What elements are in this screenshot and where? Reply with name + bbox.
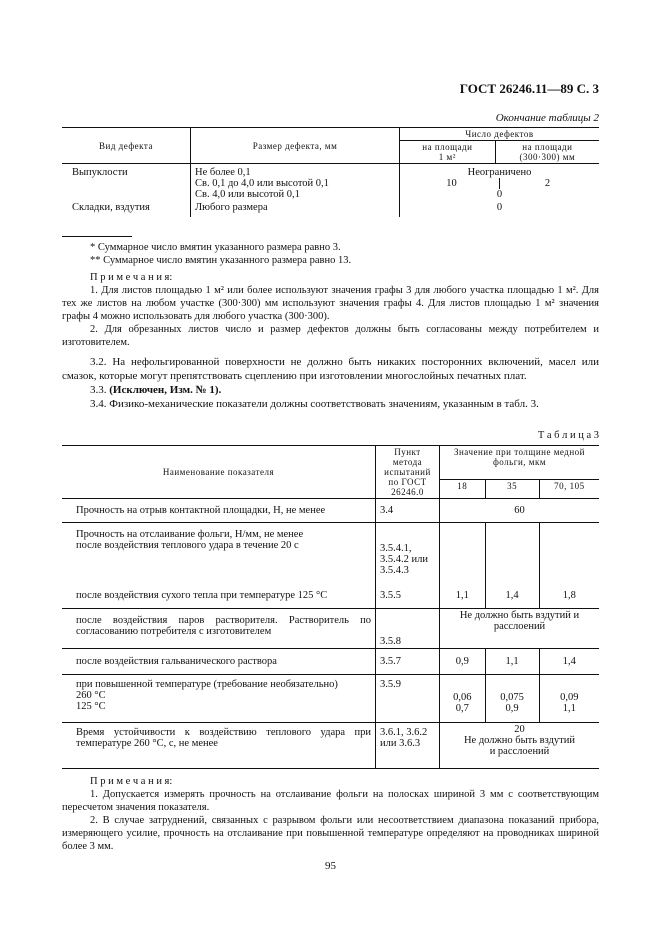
table-row: после воздействия сухого тепла при температуре 125 °С 3.5.5 1,1 1,4 1,8 xyxy=(62,589,599,609)
table-row: Выпуклости Не более 0,1 Св. 0,1 до 4,0 или высотой 0,1 Св. 4,0 или высотой 0,1 Неограничено 10 2 0 xyxy=(62,164,599,202)
notes-section: П р и м е ч а н и я: 1. Допускается измерять прочность на отслаивание фольги на полосках шириной 3 мм с соответствующим пересчетом значения показателя. 2. В случае затруднений, связанных с разрывом фольги или несоответствием диапазона показаний прибора, измеряющего усилие, прочность на отслаивание при повышенной температуре определяют на проводниках шириной более 3 мм. xyxy=(62,776,599,852)
col-area-1m: на площади 1 м² xyxy=(400,141,496,164)
table-row: после воздействия гальванического раствора 3.5.7 0,9 1,1 1,4 xyxy=(62,649,599,675)
page-header: ГОСТ 26246.11—89 С. 3 xyxy=(459,81,599,96)
page-number: 95 xyxy=(325,860,336,872)
table-row: Прочность на отрыв контактной площадки, Н, не менее 3.4 60 xyxy=(62,499,599,523)
table-row: после воздействия паров растворителя. Растворитель по согласованию потребителя с изготовителем 3.5.8 Не должно быть вздутий и расслоений xyxy=(62,609,599,649)
col-defect-count: Число дефектов xyxy=(400,128,600,141)
table-row: Складки, вздутия Любого размера 0 xyxy=(62,201,599,217)
col-value: Значение при толщине медной фольги, мкм xyxy=(440,446,600,480)
footnotes: * Суммарное число вмятин указанного размера равно 3. ** Суммарное число вмятин указанного размера равно 13. П р и м е ч а н и я: 1. Для листов площадью 1 м² или более используют значения графы 3 для любого участка площадью 1 м². Для тех же листов на любом участке (300·300) мм используют значения графы 4. Для листов площадью 1 м² значения графы 4 можно использовать для любого участка (300·300). 2. Для обрезанных листов число и размер дефектов должны быть согласованы между потребителем и изготовителем. xyxy=(62,242,599,348)
col-name: Наименование показателя xyxy=(62,446,376,499)
table-row: Время устойчивости к воздействию теплового удара при температуре 260 °С, с, не менее 3.6.1, 3.6.2 или 3.6.3 20 Не должно быть вздутий и расслоений xyxy=(62,723,599,769)
table-row: Прочность на отслаивание фольги, Н/мм, не менее после воздействия теплового удара в течение 20 с 3.5.4.1, 3.5.4.2 или 3.5.4.3 xyxy=(62,523,599,589)
col-defect-size: Размер дефекта, мм xyxy=(191,128,400,164)
footnote-divider xyxy=(62,236,132,237)
properties-table: Наименование показателя Пункт метода испытаний по ГОСТ 26246.0 Значение при толщине медной фольги, мкм 18 35 70, 105 Прочность на отрыв контактной площадки, Н, не менее 3.4 60 Прочность на отслаивание фольги, Н/мм, не менее после воздействия теплового удара в течение 20 с 3.5.4.1, 3.5.4.2 или 3.5.4.3 после воздействия сухого тепла при температуре 125 °С 3.5.5 1,1 1,4 1,8 после воздействия паров растворителя. Растворитель по согласованию потребителя с изготовителем 3.5.8 Не должно быть вздутий и расслоений после воздействия гальванического раствора 3.5.7 0,9 1,1 1,4 при повышенной температуре (требование необязательно) 260 °С 125 °С 3.5.9 0,06 0,7 0,075 0,9 0,09 1,1 Время устойчивости к воздействию теплового удара при температуре 260 °С, с, не менее 3.6.1, 3.6.2 или 3.6.3 20 Не должно быть вздутий и расслоений xyxy=(62,445,599,769)
defects-table xyxy=(62,127,599,217)
col-defect-type: Вид дефекта xyxy=(62,128,191,164)
col-area-300: на площади (300·300) мм xyxy=(495,141,599,164)
table-caption: Т а б л и ц а 3 xyxy=(537,430,599,441)
body-text: 3.2. На нефольгированной поверхности не должно быть никаких посторонних включений, масел или смазок, которые могут препятствовать сцеплению при изготовлении многослойных печатных плат. 3.3. (Исключен, Изм. № 1). 3.4. Физико-механические показатели должны соответствовать значениям, указанным в табл. 3. xyxy=(62,356,599,410)
table-continuation-caption: Окончание таблицы 2 xyxy=(495,112,599,124)
table-row: при повышенной температуре (требование необязательно) 260 °С 125 °С 3.5.9 0,06 0,7 0,075 0,9 0,09 1,1 xyxy=(62,675,599,723)
col-method: Пункт метода испытаний по ГОСТ 26246.0 xyxy=(376,446,440,499)
